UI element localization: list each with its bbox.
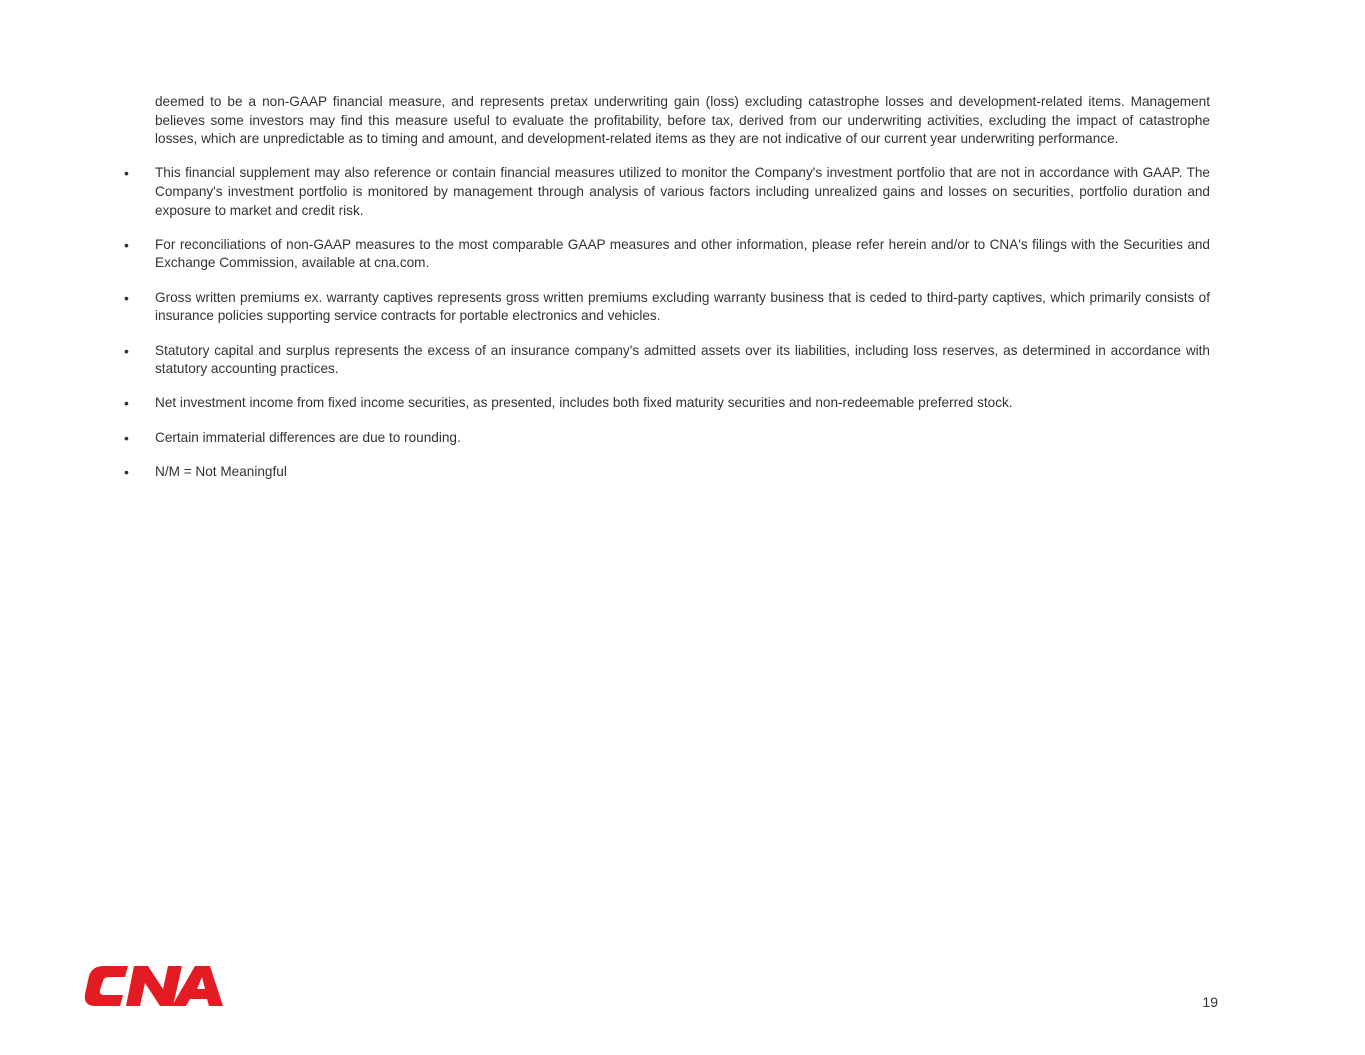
notes-content: [124, 93, 1210, 497]
bullet-dot-icon: •: [124, 429, 129, 446]
bullet-dot-icon: •: [124, 342, 129, 359]
notes-bullet-list: [124, 164, 1210, 481]
bullet-dot-icon: •: [124, 236, 129, 253]
bullet-text: Net investment income from fixed income securities, as presented, includes both fixed maturity securities and non-redeemable preferred stock.: [155, 395, 1013, 411]
bullet-dot-icon: •: [124, 395, 129, 412]
bullet-text: This financial supplement may also reference or contain financial measures utilized to monitor the Company's investment portfolio that are not in accordance with GAAP. The Company's investment portfolio is monitored by management through analysis of various factors including unrealized gains and losses on securities, portfolio duration and exposure to market and credit risk.: [155, 165, 1210, 218]
page-number: 19: [1202, 994, 1218, 1010]
cna-logo-icon: [84, 962, 224, 1010]
bullet-item-gross-written-premiums: [124, 289, 1210, 326]
bullet-text: For reconciliations of non-GAAP measures to the most comparable GAAP measures and other information, please refer herein and/or to CNA's filings with the Securities and Exchange Commission, available at cna.com.: [155, 236, 1210, 271]
bullet-item-reconciliations: [124, 236, 1210, 273]
bullet-item-investment-measures: [124, 164, 1210, 220]
bullet-dot-icon: •: [124, 165, 129, 182]
bullet-text: Statutory capital and surplus represents the excess of an insurance company's admitted assets over its liabilities, including loss reserves, as determined in accordance with statutory accounting practices.: [155, 342, 1210, 377]
bullet-item-rounding: [124, 429, 1210, 448]
bullet-dot-icon: •: [124, 289, 129, 306]
bullet-item-net-investment-income: [124, 394, 1210, 413]
bullet-dot-icon: •: [124, 463, 129, 480]
bullet-text: N/M = Not Meaningful: [155, 463, 287, 479]
bullet-text: Gross written premiums ex. warranty captives represents gross written premiums excluding warranty business that is ceded to third-party captives, which primarily consists of insurance policies supporting service contracts for portable electronics and vehicles.: [155, 289, 1210, 324]
bullet-text: Certain immaterial differences are due to rounding.: [155, 429, 461, 445]
bullet-item-statutory-capital: [124, 342, 1210, 379]
bullet-item-not-meaningful: [124, 463, 1210, 482]
intro-paragraph: deemed to be a non-GAAP financial measure, and represents pretax underwriting gain (loss) excluding catastrophe losses and development-related items. Management believes some investors may find this measure useful to evaluate the profitability, before tax, derived from our underwriting activities, excluding the impact of catastrophe losses, which are unpredictable as to timing and amount, and development-related items as they are not indicative of our current year underwriting performance.: [155, 94, 1210, 147]
